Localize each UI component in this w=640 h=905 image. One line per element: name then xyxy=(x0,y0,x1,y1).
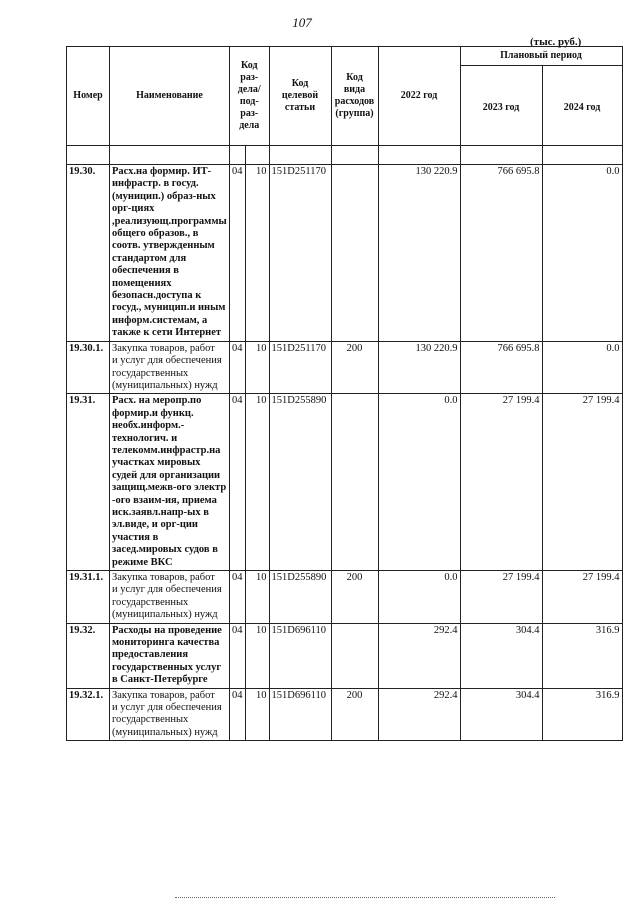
table-row xyxy=(67,394,623,571)
row-amount-2022: 292.4 xyxy=(378,623,460,688)
row-expense-group xyxy=(331,165,378,342)
row-name: Расх.на формир. ИТ- инфрастр. в госуд. (муницип.) образ-ных орг-циях ,реализующ.программы общего образов., в соотв. утвержденным стандартом для обеспечения в помещениях безопасн.доступа к госуд., муницип.и иным информ.системам, а также к сети Интернет xyxy=(110,165,230,342)
row-amount-2024: 316.9 xyxy=(542,623,622,688)
row-target-code: 151D255890 xyxy=(269,571,331,624)
row-section: 04 xyxy=(230,623,246,688)
row-subsection: 10 xyxy=(245,165,269,342)
row-amount-2023: 27 199.4 xyxy=(460,571,542,624)
row-section: 04 xyxy=(230,341,246,394)
table-row xyxy=(67,571,623,624)
unit-note: (тыс. руб.) xyxy=(530,36,582,48)
row-subsection: 10 xyxy=(245,688,269,741)
row-target-code: 151D696110 xyxy=(269,623,331,688)
row-expense-group: 200 xyxy=(331,571,378,624)
row-subsection: 10 xyxy=(245,623,269,688)
header-planned-period: Плановый период xyxy=(460,47,622,66)
row-number: 19.31.1. xyxy=(67,571,110,624)
row-amount-2024: 0.0 xyxy=(542,341,622,394)
spacer-row xyxy=(67,146,623,165)
row-number: 19.32. xyxy=(67,623,110,688)
row-section: 04 xyxy=(230,571,246,624)
row-target-code: 151D251170 xyxy=(269,341,331,394)
row-amount-2024: 0.0 xyxy=(542,165,622,342)
row-section: 04 xyxy=(230,394,246,571)
header-row xyxy=(67,47,623,66)
row-amount-2023: 304.4 xyxy=(460,623,542,688)
row-amount-2023: 766 695.8 xyxy=(460,165,542,342)
header-2023: 2023 год xyxy=(460,66,542,146)
row-amount-2022: 130 220.9 xyxy=(378,341,460,394)
row-amount-2022: 0.0 xyxy=(378,571,460,624)
scan-edge-divider xyxy=(175,897,555,899)
row-name: Закупка товаров, работ и услуг для обеспечения государственных (муниципальных) нужд xyxy=(110,571,230,624)
header-section-code: Код раз- дела/ под- раз- дела xyxy=(230,47,270,146)
row-name: Расходы на проведение мониторинга качества предоставления государственных услуг в Санкт-Петербурге xyxy=(110,623,230,688)
row-amount-2023: 27 199.4 xyxy=(460,394,542,571)
row-amount-2024: 316.9 xyxy=(542,688,622,741)
row-number: 19.31. xyxy=(67,394,110,571)
row-target-code: 151D696110 xyxy=(269,688,331,741)
row-subsection: 10 xyxy=(245,341,269,394)
row-amount-2022: 0.0 xyxy=(378,394,460,571)
row-section: 04 xyxy=(230,688,246,741)
row-name: Закупка товаров, работ и услуг для обеспечения государственных (муниципальных) нужд xyxy=(110,688,230,741)
row-subsection: 10 xyxy=(245,394,269,571)
budget-table xyxy=(66,46,623,741)
row-section: 04 xyxy=(230,165,246,342)
row-expense-group xyxy=(331,394,378,571)
row-amount-2022: 292.4 xyxy=(378,688,460,741)
header-expense-group: Код вида расходов (группа) xyxy=(331,47,378,146)
row-number: 19.32.1. xyxy=(67,688,110,741)
header-target-code: Код целевой статьи xyxy=(269,47,331,146)
row-target-code: 151D251170 xyxy=(269,165,331,342)
row-target-code: 151D255890 xyxy=(269,394,331,571)
row-subsection: 10 xyxy=(245,571,269,624)
row-amount-2023: 766 695.8 xyxy=(460,341,542,394)
table-row xyxy=(67,165,623,342)
row-expense-group: 200 xyxy=(331,688,378,741)
page-number: 107 xyxy=(292,15,312,30)
table-row xyxy=(67,623,623,688)
row-amount-2024: 27 199.4 xyxy=(542,571,622,624)
row-amount-2024: 27 199.4 xyxy=(542,394,622,571)
header-2022: 2022 год xyxy=(378,47,460,146)
row-number: 19.30.1. xyxy=(67,341,110,394)
row-expense-group: 200 xyxy=(331,341,378,394)
row-amount-2022: 130 220.9 xyxy=(378,165,460,342)
header-2024: 2024 год xyxy=(542,66,622,146)
header-name: Наименование xyxy=(110,47,230,146)
row-amount-2023: 304.4 xyxy=(460,688,542,741)
row-expense-group xyxy=(331,623,378,688)
row-number: 19.30. xyxy=(67,165,110,342)
row-name: Расх. на меропр.по формир.и функц. необх.информ.- технологич. и телекомм.инфрастр.на участках мировых судей для организации защищ.межв-ого электр -ого взаим-ия, приема иск.заявл.напр-ых в эл.виде, и орг-ции участия в засед.мировых судов в режиме ВКС xyxy=(110,394,230,571)
table-row xyxy=(67,688,623,741)
header-number: Номер xyxy=(67,47,110,146)
table-row xyxy=(67,341,623,394)
row-name: Закупка товаров, работ и услуг для обеспечения государственных (муниципальных) нужд xyxy=(110,341,230,394)
